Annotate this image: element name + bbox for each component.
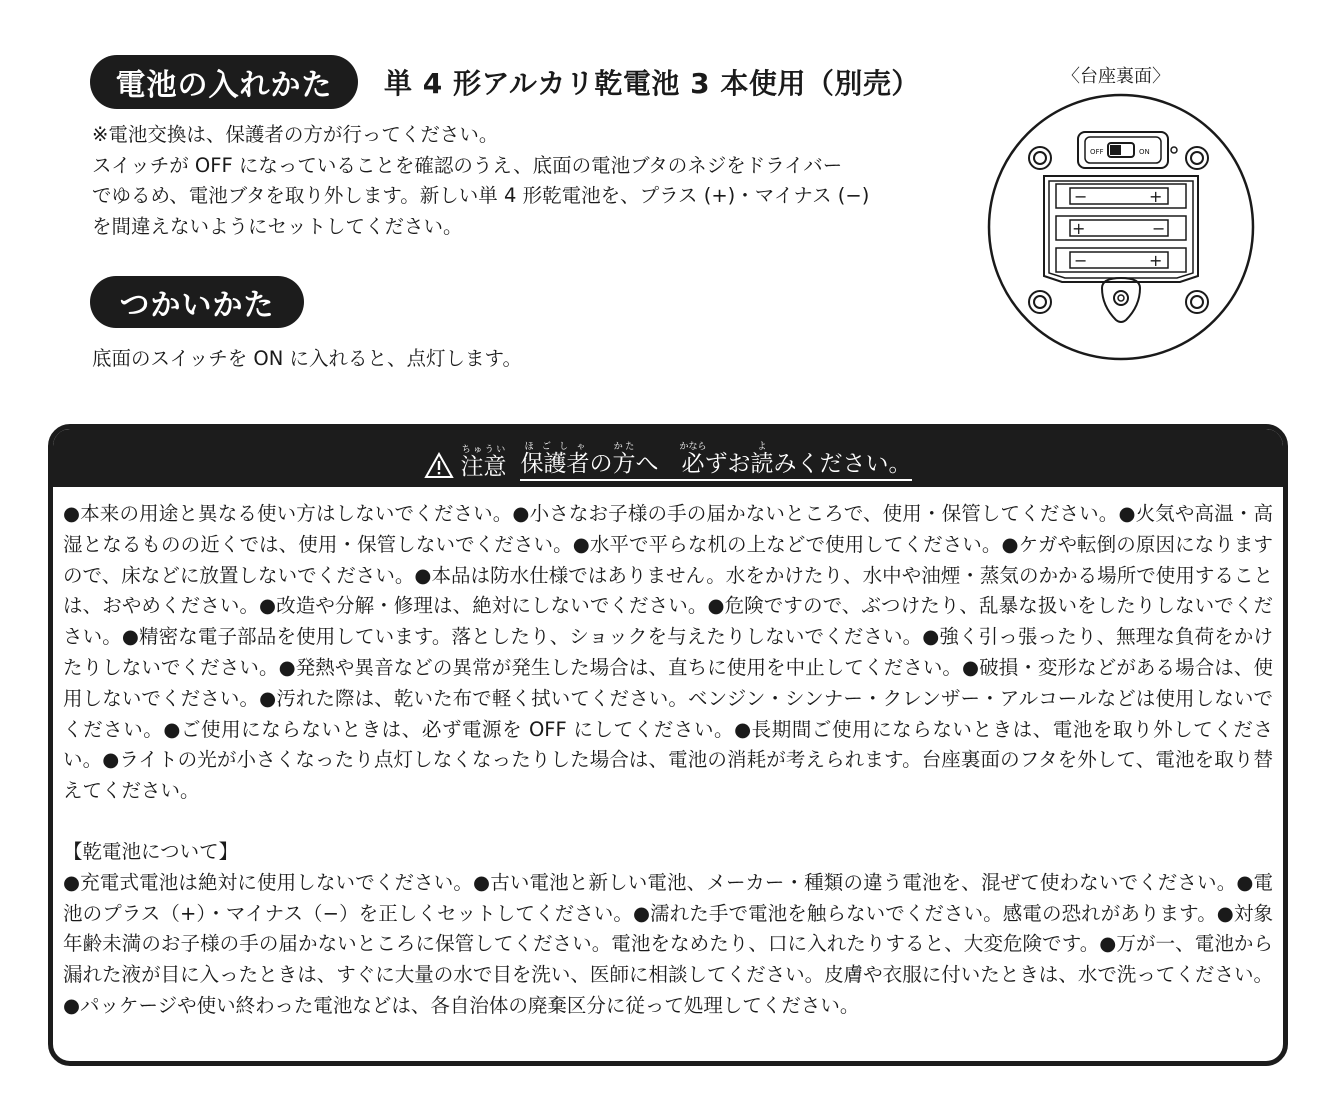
usage-section-title: つかいかた: [90, 276, 304, 328]
switch-off-label: OFF: [1090, 148, 1104, 156]
battery-section-title: 電池の入れかた: [90, 55, 358, 109]
battery-polarity-label: +: [1149, 251, 1163, 270]
battery-polarity-label: +: [1072, 219, 1086, 238]
base-underside-diagram: [986, 92, 1256, 362]
warning-body: ●本来の用途と異なる使い方はしないでください。●小さなお子様の手の届かないところで、使用・保管してください。●火気や高温・高湿となるものの近くでは、使用・保管しないでください。●水平で平らな机の上などで使用してください。●ケガや転倒の原因になりますので、床などに放置しないでください。●本品は防水仕様ではありません。水をかけたり、水中や油煙・蒸気のかかる場所で使用することは、おやめください。●改造や分解・修理は、絶対にしないでください。●危険ですので、ぶつけたり、乱暴な扱いをしたりしないでください。●精密な電子部品を使用しています。落としたり、ショックを与えたりしないでください。●強く引っ張ったり、無理な負荷をかけたりしないでください。●発熱や異音などの異常が発生した場合は、直ちに使用を中止してください。●破損・変形などがある場合は、使用しないでください。●汚れた際は、乾いた布で軽く拭いてください。ベンジン・シンナー・クレンザー・アルコールなどは使用しないでください。●ご使用にならないときは、必ず電源を OFF にしてください。●長期間ご使用にならないときは、電池を取り外してください。●ライトの光が小さくなったり点灯しなくなったりした場合は、電池の消耗が考えられます。台座裏面のフタを外して、電池を取り替えてください。: [63, 502, 1273, 803]
battery-instruction-line: を間違えないようにセットしてください。: [92, 214, 463, 238]
battery-polarity-label: +: [1149, 187, 1163, 206]
base-outline: [989, 95, 1253, 359]
battery-instruction-line: ※電池交換は、保護者の方が行ってください。: [92, 123, 499, 146]
warning-heading: [460, 442, 911, 481]
usage-instructions: 底面のスイッチを ON に入れると、点灯します。: [92, 347, 522, 370]
battery-polarity-label: −: [1152, 219, 1166, 238]
battery-instruction-line: でゆるめ、電池ブタを取り外します。新しい単 4 形乾電池を、プラス (+)・マイナス (−): [92, 184, 870, 207]
warning-header: [53, 429, 1283, 487]
battery-polarity-label: −: [1074, 251, 1088, 270]
battery-polarity-label: −: [1074, 187, 1088, 206]
battery-warning-title: 【乾電池について】: [63, 839, 239, 863]
warning-triangle-icon: [424, 452, 454, 479]
diagram-caption: 〈台座裏面〉: [1062, 66, 1170, 87]
guardian-notice: 保護者ほごしゃの方かたへ 必かならずお読よみください。: [520, 442, 911, 481]
battery-instructions: [92, 120, 970, 242]
caution-label: 注意ちゅうい: [460, 445, 507, 480]
battery-instruction-line: スイッチが OFF になっていることを確認のうえ、底面の電池ブタのネジをドライバー: [92, 153, 843, 177]
warning-content: [53, 487, 1283, 1022]
battery-section-subtitle: 単 4 形アルカリ乾電池 3 本使用（別売）: [384, 67, 920, 100]
switch-on-label: ON: [1139, 148, 1150, 156]
battery-warning-body: ●充電式電池は絶対に使用しないでください。●古い電池と新しい電池、メーカー・種類の違う電池を、混ぜて使わないでください。●電池のプラス（+）・マイナス（−）を正しくセットしてください。●濡れた手で電池を触らないでください。感電の恐れがあります。●対象年齢未満のお子様の手の届かないところに保管してください。電池をなめたり、口に入れたりすると、大変危険です。●万が一、電池から漏れた液が目に入ったときは、すぐに大量の水で目を洗い、医師に相談してください。皮膚や衣服に付いたときは、水で洗ってください。●パッケージや使い終わった電池などは、各自治体の廃棄区分に従って処理してください。: [63, 870, 1273, 1017]
warning-box: [48, 424, 1288, 1066]
